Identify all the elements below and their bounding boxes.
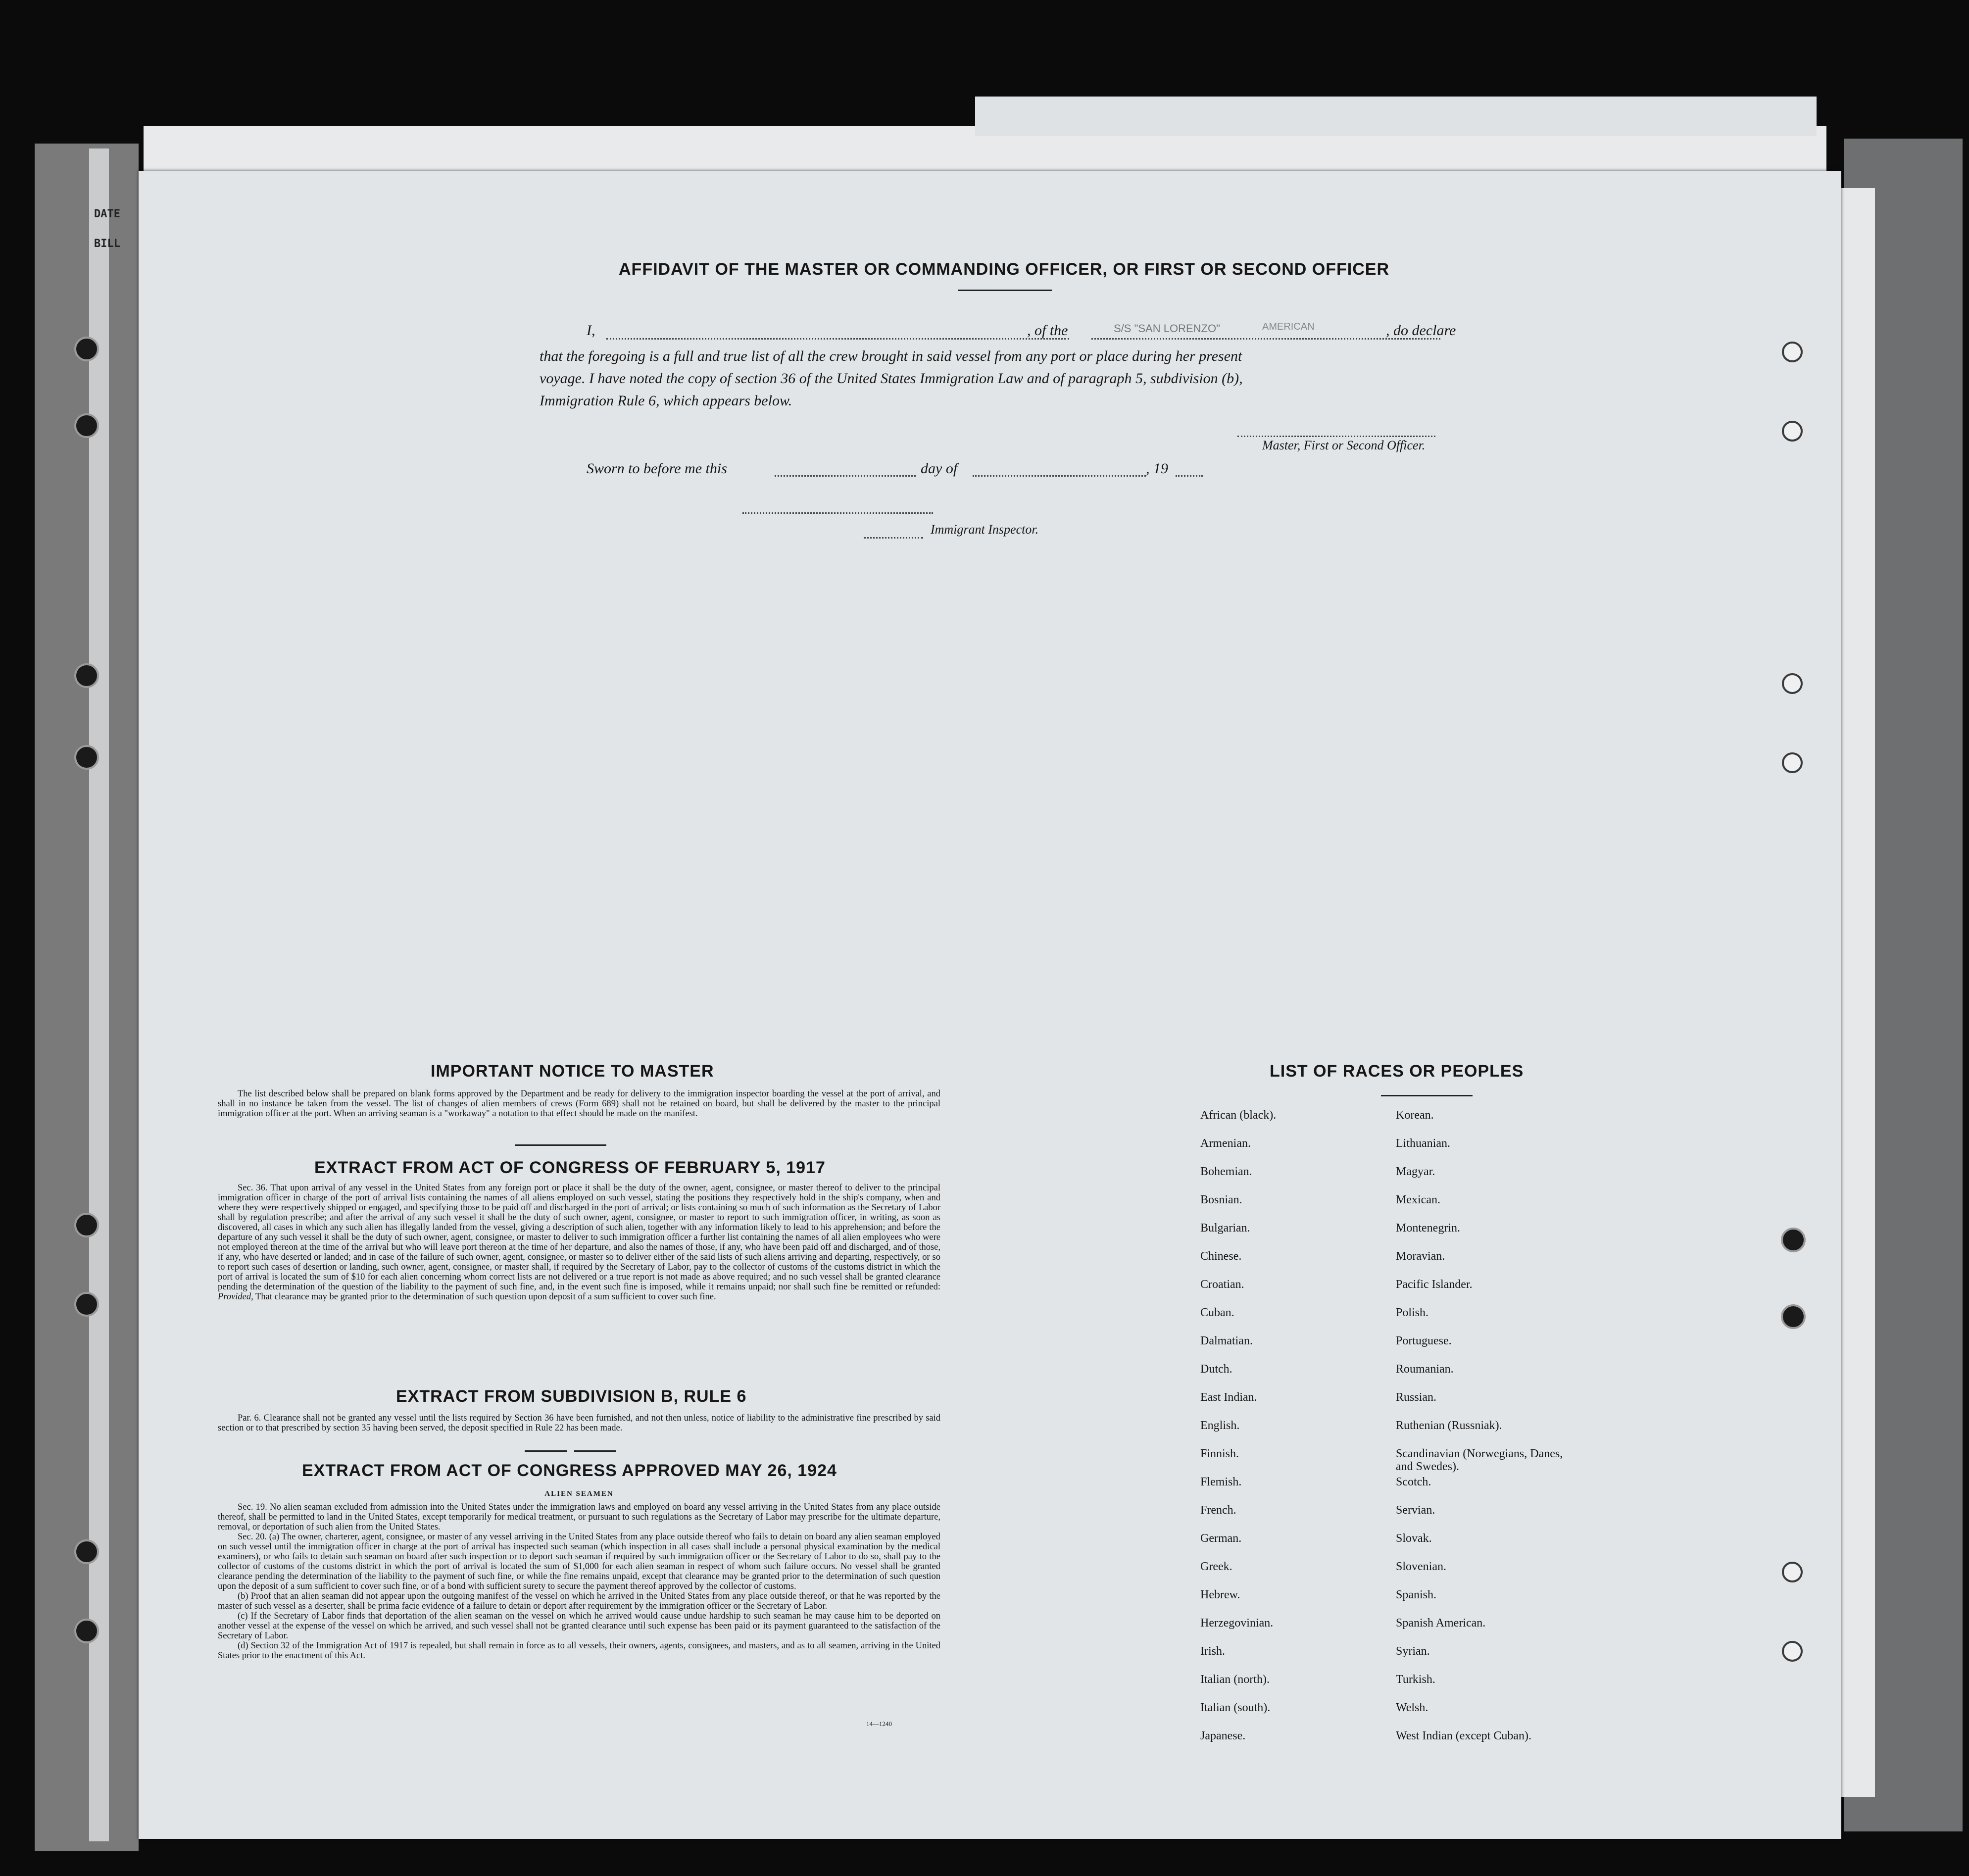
race-item-cuban: Cuban. xyxy=(1200,1306,1234,1319)
sworn-year: , 19 xyxy=(1146,460,1168,477)
race-item-bohemian: Bohemian. xyxy=(1200,1165,1252,1178)
form-number: 14—1240 xyxy=(866,1720,892,1728)
races-left-column xyxy=(1200,1109,1276,1758)
punch-hole xyxy=(1781,1304,1806,1329)
inspector-prefix-blank xyxy=(864,537,923,539)
sworn-year-blank xyxy=(1176,475,1203,477)
race-item-ruthenian-russniak: Ruthenian (Russniak). xyxy=(1396,1419,1502,1432)
affidavit-title: AFFIDAVIT OF THE MASTER OR COMMANDING OFFICER, OR FIRST OR SECOND OFFICER xyxy=(619,260,1389,279)
race-item-pacific-islander: Pacific Islander. xyxy=(1396,1278,1473,1291)
inspector-signature-blank xyxy=(742,512,933,514)
side-bill-label: BILL xyxy=(94,238,120,250)
races-right-column xyxy=(1396,1109,1574,1758)
race-item-japanese: Japanese. xyxy=(1200,1729,1246,1742)
section-rule xyxy=(515,1144,606,1146)
notice-body: The list described below shall be prepared on blank forms approved by the Department and be ready for delivery to the immigration inspector boarding the vessel at the port of arrival, and shall in no instance be taken from the vessel. The list of changes of alien members of crews (Form 689) shall not be retained on board, but shall be delivered by the master to the principal immigration officer at the port. When an arriving seaman is a "workaway" a notation to that effect should be made on the manifest. xyxy=(218,1089,940,1119)
punch-hole xyxy=(74,1292,99,1317)
race-item-bulgarian: Bulgarian. xyxy=(1200,1222,1250,1234)
section-rule xyxy=(525,1450,567,1452)
notice-title: IMPORTANT NOTICE TO MASTER xyxy=(431,1062,714,1081)
title-rule xyxy=(958,290,1052,291)
race-item-croatian: Croatian. xyxy=(1200,1278,1244,1291)
alien-seamen-subtitle: ALIEN SEAMEN xyxy=(544,1490,614,1498)
right-sheet-edge xyxy=(1840,188,1875,1797)
punch-ring xyxy=(1782,421,1803,442)
affidavit-line-3: voyage. I have noted the copy of section 36 of the United States Immigration Law and of paragraph 5, subdivision (b), xyxy=(540,370,1243,387)
race-item-servian: Servian. xyxy=(1396,1504,1435,1517)
race-item-polish: Polish. xyxy=(1396,1306,1429,1319)
sec-20c-paragraph: (c) If the Secretary of Labor finds that deportation of the alien seaman on the vessel on which he arrived would cause undue hardship to such seaman he may cause him to be deported on another vessel at the expense of the vessel on which he arrived, and such vessel shall not be granted clearance until such expense has been paid or its payment guaranteed to the satisfaction of the Secretary of Labor. xyxy=(218,1611,940,1641)
extract-1917-body-a: Sec. 36. That upon arrival of any vessel in the United States from any foreign port or place it shall be the duty of the owner, agent, consignee, or master thereof to deliver to the principal immigration officer in charge of the port of arrival lists containing the names of all aliens employed on such vessel, stating the positions they respectively hold in the ship's company, when and where they were respectively shipped or engaged, and specifying those to be paid off and discharged in the port of arrival; or lists containing so much of such information as the Secretary of Labor shall by regulation prescribe; and after the arrival of any such vessel it shall be the duty of such owner, agent, consignee, or master to report to such immigration officer, in writing, as soon as discovered, all cases in which any such alien has illegally landed from the vessel, giving a description of such alien, together with any information likely to lead to his apprehension; and before the departure of any such vessel it shall be the duty of such owner, agent, consignee, or master to deliver to such immigration officer a further list containing the names of all alien employees who were not employed thereon at the time of the arrival but who will leave port thereon at the time of her departure, and also the names of those, if any, who have been paid off and discharged, and of those, if any, who have deserted or landed; and in case of the failure of such owner, agent, consignee, or master so to deliver either of the said lists of such aliens arriving and departing, respectively, or so to report such cases of desertion or landing, such owner, agent, consignee, or master shall, if required by the Secretary of Labor, pay to the collector of customs of the customs district in which the port of arrival is located the sum of $10 for each alien concerning whom correct lists are not delivered or a true report is not made as above required; and no such vessel shall be granted clearance pending the determination of the question of the liability to the payment of such fine, and, in the event such fine is imposed, while it remains unpaid; nor shall such fine be remitted or refunded: xyxy=(218,1183,940,1292)
race-item-portuguese: Portuguese. xyxy=(1396,1334,1452,1347)
sworn-text: Sworn to before me this xyxy=(587,460,727,477)
extract-1924-body xyxy=(218,1502,940,1661)
race-item-korean: Korean. xyxy=(1396,1109,1434,1122)
extract-1924-title: EXTRACT FROM ACT OF CONGRESS APPROVED MAY 26, 1924 xyxy=(302,1461,837,1480)
races-title: LIST OF RACES OR PEOPLES xyxy=(1270,1062,1524,1081)
rule6-body: Par. 6. Clearance shall not be granted any vessel until the lists required by Section 36 have been furnished, and not then unless, notice of liability to the administrative fine prescribed by said section or to that prescribed by section 35 having been served, the deposit specified in Rule 22 has been made. xyxy=(218,1413,940,1433)
race-item-scandinavian-norwegians-danes-and-swedes: Scandinavian (Norwegians, Danes, and Swedes). xyxy=(1396,1447,1563,1473)
punch-hole xyxy=(1781,1228,1806,1252)
affidavit-do-declare: , do declare xyxy=(1386,322,1456,339)
race-item-african-black: African (black). xyxy=(1200,1109,1277,1122)
master-name-blank xyxy=(606,338,1069,340)
race-item-spanish: Spanish. xyxy=(1396,1588,1437,1601)
sworn-day-of: day of xyxy=(921,460,958,477)
race-item-slovak: Slovak. xyxy=(1396,1532,1432,1545)
race-item-spanish-american: Spanish American. xyxy=(1396,1617,1486,1629)
race-item-roumanian: Roumanian. xyxy=(1396,1363,1454,1376)
punch-ring xyxy=(1782,1562,1803,1582)
side-date-label: DATE xyxy=(94,208,120,220)
punch-ring xyxy=(1782,752,1803,773)
race-item-irish: Irish. xyxy=(1200,1645,1225,1658)
affidavit-line-4: Immigration Rule 6, which appears below. xyxy=(540,393,792,409)
race-item-italian-north: Italian (north). xyxy=(1200,1673,1270,1686)
race-item-moravian: Moravian. xyxy=(1396,1250,1445,1263)
extract-1917-title: EXTRACT FROM ACT OF CONGRESS OF FEBRUARY 5, 1917 xyxy=(314,1158,826,1177)
race-item-scotch: Scotch. xyxy=(1396,1476,1431,1488)
sec-20d-paragraph: (d) Section 32 of the Immigration Act of 1917 is repealed, but shall remain in force as to all vessels, their owners, agents, consignees, and masters, and as to all seamen, arriving in the United States prior to the enactment of this Act. xyxy=(218,1641,940,1661)
race-item-welsh: Welsh. xyxy=(1396,1701,1428,1714)
extract-1917-body xyxy=(218,1183,940,1302)
race-item-hebrew: Hebrew. xyxy=(1200,1588,1240,1601)
race-item-lithuanian: Lithuanian. xyxy=(1396,1137,1450,1150)
race-item-armenian: Armenian. xyxy=(1200,1137,1251,1150)
affidavit-line-2: that the foregoing is a full and true list of all the crew brought in said vessel from any port or place during her present xyxy=(540,348,1242,364)
vessel-name-stamp: S/S "SAN LORENZO" xyxy=(1114,322,1220,335)
sec-20a-paragraph: Sec. 20. (a) The owner, charterer, agent, consignee, or master of any vessel arriving in the United States from any place outside thereof who fails to detain on board any alien seaman employed on such vessel until the immigration officer in charge at the port of arrival has inspected such seaman (which inspection in all cases shall include a personal physical examination by the medical examiners), or who fails to detain such seaman on board after such inspection or to deport such seaman if required by such immigration officer or the Secretary of Labor to do so, shall pay to the collector of customs of the customs district in which the port of arrival is located the sum of $1,000 for each alien seaman in respect of whom such failure occurs. No vessel shall be granted clearance pending the determination of the liability to the payment of such fine, or while the fine remains unpaid, except that clearance may be granted prior to the determination of such question upon the deposit of a sum sufficient to cover such fine, or of a bond with sufficient surety to secure the payment thereof approved by the collector of customs. xyxy=(218,1532,940,1591)
race-item-herzegovinian: Herzegovinian. xyxy=(1200,1617,1274,1629)
race-item-german: German. xyxy=(1200,1532,1242,1545)
race-item-syrian: Syrian. xyxy=(1396,1645,1430,1658)
section-rule xyxy=(574,1450,616,1452)
race-item-english: English. xyxy=(1200,1419,1240,1432)
sec-20b-paragraph: (b) Proof that an alien seaman did not appear upon the outgoing manifest of the vessel on which he arrived in the United States from any place outside thereof, or that he was reported by the master of such vessel as a deserter, shall be prima facie evidence of a failure to detain or deport after requirement by the immigration officer or the Secretary of Labor. xyxy=(218,1591,940,1611)
race-item-bosnian: Bosnian. xyxy=(1200,1193,1242,1206)
race-item-dalmatian: Dalmatian. xyxy=(1200,1334,1253,1347)
race-item-flemish: Flemish. xyxy=(1200,1476,1242,1488)
race-item-finnish: Finnish. xyxy=(1200,1447,1239,1460)
punch-ring xyxy=(1782,342,1803,362)
sworn-month-blank xyxy=(973,475,1146,477)
master-signature-blank xyxy=(1237,436,1435,437)
races-title-rule xyxy=(1381,1095,1473,1096)
vessel-flag-stamp: AMERICAN xyxy=(1262,321,1315,332)
race-item-russian: Russian. xyxy=(1396,1391,1437,1404)
underlying-sheet-top xyxy=(975,97,1817,136)
race-item-greek: Greek. xyxy=(1200,1560,1232,1573)
inspector-label: Immigrant Inspector. xyxy=(931,522,1039,537)
affidavit-of-the: , of the xyxy=(1027,322,1068,339)
extract-1917-provided: Provided, xyxy=(218,1292,253,1302)
sworn-day-blank xyxy=(775,475,916,477)
race-item-east-indian: East Indian. xyxy=(1200,1391,1257,1404)
punch-ring xyxy=(1782,1641,1803,1662)
punch-hole xyxy=(74,745,99,770)
affidavit-i: I, xyxy=(587,322,595,339)
punch-hole xyxy=(74,413,99,438)
punch-hole xyxy=(74,1539,99,1564)
extract-1917-body-b: That clearance may be granted prior to the determination of such question upon deposit of a sum sufficient to cover such fine. xyxy=(253,1292,716,1302)
binder-spine xyxy=(35,144,139,1851)
punch-hole xyxy=(74,337,99,361)
sec-19-paragraph: Sec. 19. No alien seaman excluded from admission into the United States under the immigration laws and employed on board any vessel arriving in the United States from any place outside thereof, shall be permitted to land in the United States, except temporarily for medical treatment, or pursuant to such regulations as the Secretary of Labor may prescribe for the ultimate departure, removal, or deportation of such alien from the United States. xyxy=(218,1502,940,1532)
punch-hole xyxy=(74,1619,99,1643)
race-item-montenegrin: Montenegrin. xyxy=(1396,1222,1460,1234)
master-signature-label: Master, First or Second Officer. xyxy=(1262,438,1426,452)
race-item-slovenian: Slovenian. xyxy=(1396,1560,1446,1573)
rule6-title: EXTRACT FROM SUBDIVISION B, RULE 6 xyxy=(396,1387,747,1406)
race-item-dutch: Dutch. xyxy=(1200,1363,1232,1376)
race-item-west-indian-except-cuban: West Indian (except Cuban). xyxy=(1396,1729,1531,1742)
race-item-french: French. xyxy=(1200,1504,1236,1517)
race-item-mexican: Mexican. xyxy=(1396,1193,1440,1206)
race-item-italian-south: Italian (south). xyxy=(1200,1701,1271,1714)
binder-edge xyxy=(89,148,109,1841)
race-item-turkish: Turkish. xyxy=(1396,1673,1435,1686)
punch-ring xyxy=(1782,673,1803,694)
punch-hole xyxy=(74,663,99,688)
race-item-magyar: Magyar. xyxy=(1396,1165,1435,1178)
punch-hole xyxy=(74,1213,99,1237)
race-item-chinese: Chinese. xyxy=(1200,1250,1242,1263)
